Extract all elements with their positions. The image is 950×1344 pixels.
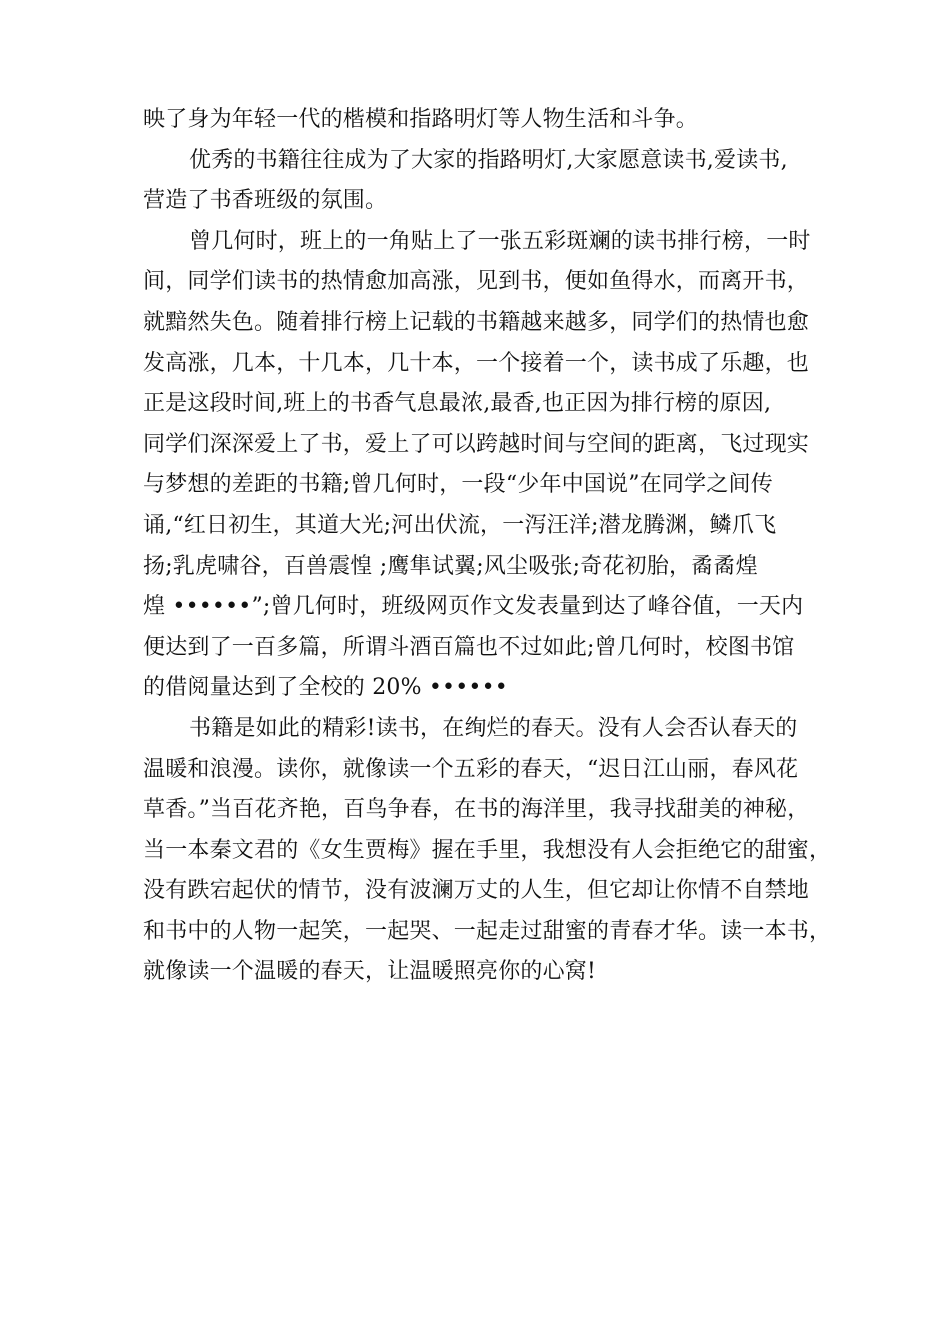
paragraph-line: 与梦想的差距的书籍;曾几何时，一段“少年中国说”在同学之间传 bbox=[143, 472, 773, 498]
paragraph-line: 同学们深深爱上了书，爱上了可以跨越时间与空间的距离，飞过现实 bbox=[143, 431, 810, 457]
document-body bbox=[143, 100, 832, 993]
paragraph-line: 营造了书香班级的氛围。 bbox=[143, 188, 388, 214]
paragraph-line: 的借阅量达到了全校的 20% •••••• bbox=[143, 675, 508, 701]
paragraph-line: 就黯然失色。随着排行榜上记载的书籍越来越多，同学们的热情也愈 bbox=[143, 309, 810, 335]
paragraph-line: 优秀的书籍往往成为了大家的指路明灯,大家愿意读书,爱读书, bbox=[189, 147, 788, 173]
paragraph-line: 诵,“红日初生，其道大光;河出伏流，一泻汪洋;潜龙腾渊，鳞爪飞 bbox=[143, 512, 777, 538]
paragraph-line: 映了身为年轻一代的楷模和指路明灯等人物生活和斗争。 bbox=[143, 107, 699, 132]
paragraph-line: 便达到了一百多篇，所谓斗酒百篇也不过如此;曾几何时，校图书馆 bbox=[143, 634, 795, 660]
paragraph-line: 就像读一个温暖的春天，让温暖照亮你的心窝! bbox=[143, 959, 597, 985]
paragraph-line: 当一本秦文君的《女生贾梅》握在手里，我想没有人会拒绝它的甜蜜， bbox=[143, 837, 832, 863]
paragraph-line: 间，同学们读书的热情愈加高涨，见到书，便如鱼得水，而离开书， bbox=[143, 269, 810, 295]
paragraph-line: 温暖和浪漫。读你，就像读一个五彩的春天，“迟日江山丽，春风花 bbox=[143, 756, 799, 782]
paragraph-line: 扬;乳虎啸谷，百兽震惶 ;鹰隼试翼;风尘吸张;奇花初胎，矞矞煌 bbox=[143, 553, 758, 579]
paragraph-line: 煌 ••••••”;曾几何时，班级网页作文发表量到达了峰谷值，一天内 bbox=[143, 594, 804, 620]
paragraph-line: 没有跌宕起伏的情节，没有波澜万丈的人生，但它却让你情不自禁地 bbox=[143, 878, 810, 904]
paragraph-line: 曾几何时，班上的一角贴上了一张五彩斑斓的读书排行榜，一时 bbox=[189, 228, 811, 254]
paragraph-line: 草香。”当百花齐艳，百鸟争春，在书的海洋里，我寻找甜美的神秘， bbox=[143, 797, 810, 823]
paragraph-line: 书籍是如此的精彩!读书，在绚烂的春天。没有人会否认春天的 bbox=[189, 715, 798, 741]
paragraph-line: 和书中的人物一起笑，一起哭、一起走过甜蜜的青春才华。读一本书， bbox=[143, 918, 832, 944]
paragraph-line: 正是这段时间,班上的书香气息最浓,最香,也正因为排行榜的原因, bbox=[143, 391, 772, 417]
paragraph-line: 发高涨，几本，十几本，几十本，一个接着一个，读书成了乐趣，也 bbox=[143, 350, 810, 376]
